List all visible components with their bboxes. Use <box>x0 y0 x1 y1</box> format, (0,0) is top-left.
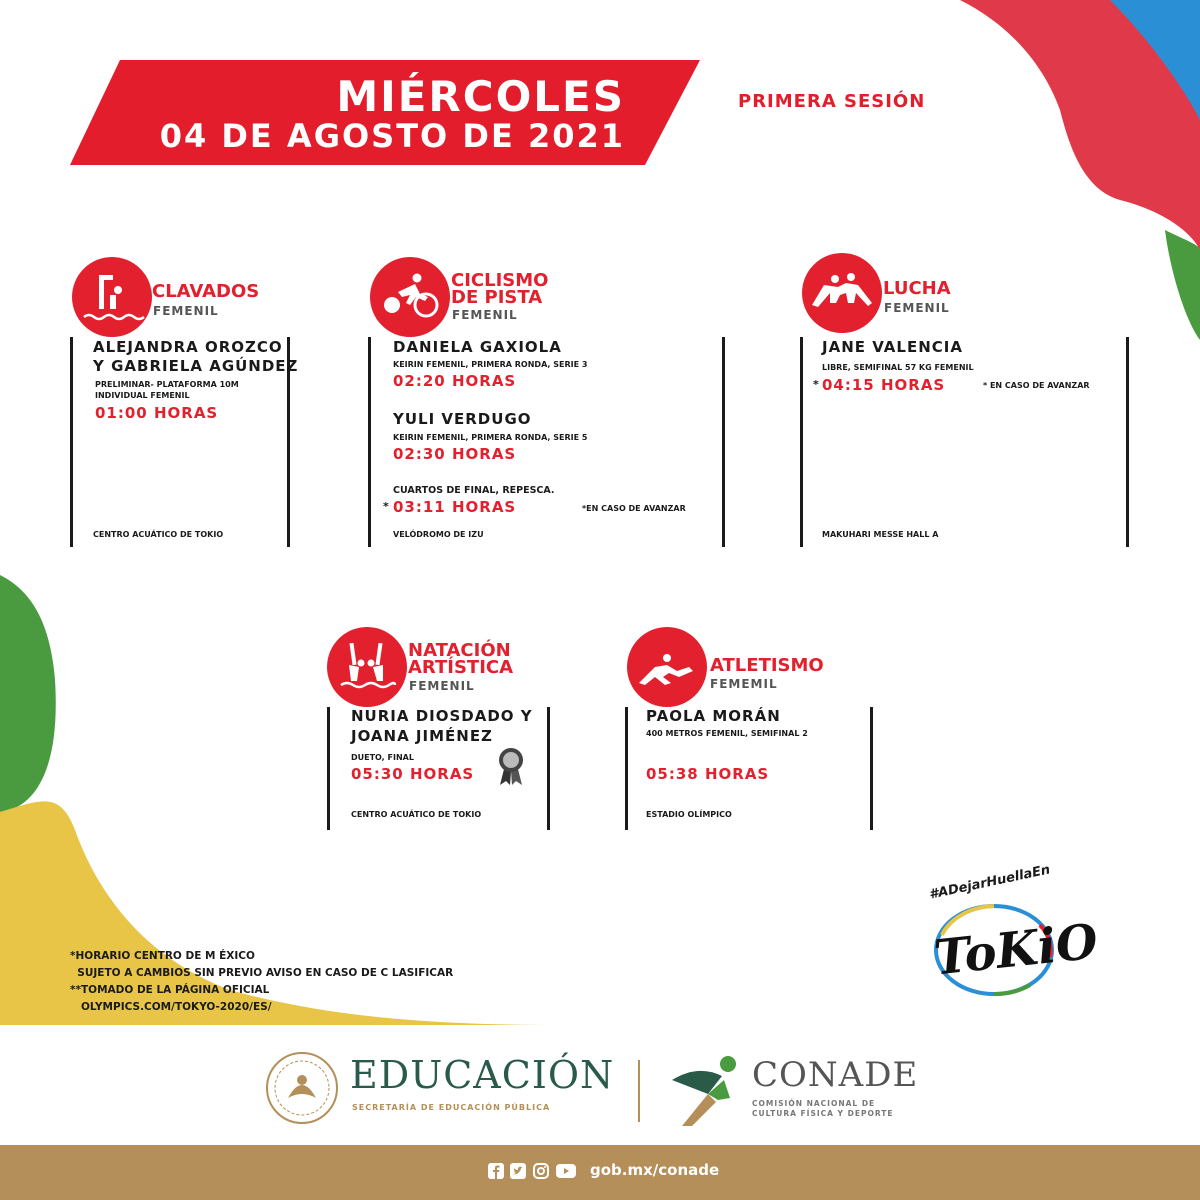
conade-logo-subtitle <box>752 1099 894 1119</box>
card-right-bar <box>870 707 873 830</box>
event-lucha: LIBRE, SEMIFINAL 57 KG FEMENIL <box>822 363 974 372</box>
sport-sub-ciclismo: FEMENIL <box>452 308 518 322</box>
twitter-icon[interactable] <box>510 1163 526 1179</box>
time-atletismo: 05:38 HORAS <box>646 765 770 783</box>
athlete-ciclismo-1: DANIELA GAXIOLA <box>393 338 562 356</box>
education-logo-title: EDUCACIÓN <box>350 1053 615 1097</box>
date-title: 04 DE AGOSTO DE 2021 <box>159 117 625 155</box>
day-title: MIÉRCOLES <box>336 72 625 121</box>
event-ciclismo-1: KEIRIN FEMENIL, PRIMERA RONDA, SERIE 3 <box>393 360 588 369</box>
event-clavados-l2: INDIVIDUAL FEMENIL <box>95 391 190 400</box>
time-ciclismo-2: 02:30 HORAS <box>393 445 517 463</box>
athlete-clavados-l2: Y GABRIELA AGÚNDEZ <box>93 357 299 375</box>
conade-subtitle-line: COMISIÓN NACIONAL DE <box>752 1099 876 1108</box>
footnote-line: *HORARIO CENTRO DE M ÉXICO <box>70 950 255 962</box>
sport-name-natacion-l2: ARTÍSTICA <box>408 657 514 678</box>
sport-sub-lucha: FEMENIL <box>884 301 950 315</box>
medal-icon <box>496 745 526 787</box>
left-green-shape <box>0 575 56 812</box>
athletics-icon <box>627 627 707 707</box>
top-green-shape <box>1165 230 1200 340</box>
sport-sub-natacion: FEMENIL <box>409 679 475 693</box>
footnotes <box>70 948 453 1016</box>
footnote-line: OLYMPICS.COM/TOKYO-2020/ES/ <box>70 1001 272 1013</box>
sport-name-atletismo: ATLETISMO <box>710 655 824 676</box>
campaign-word: ToKiO <box>931 913 1101 987</box>
athlete-lucha: JANE VALENCIA <box>822 338 963 356</box>
cycling-icon <box>370 257 450 337</box>
sport-name-ciclismo-l2: DE PISTA <box>451 287 543 308</box>
event-ciclismo-3: CUARTOS DE FINAL, REPESCA. <box>393 485 555 496</box>
footnote-line: SUJETO A CAMBIOS SIN PREVIO AVISO EN CASO DE C LASIFICAR <box>70 967 454 979</box>
athlete-clavados-l1: ALEJANDRA OROZCO <box>93 338 283 356</box>
event-atletismo: 400 METROS FEMENIL, SEMIFINAL 2 <box>646 729 808 738</box>
card-left-bar <box>625 707 628 830</box>
venue-natacion: CENTRO ACUÁTICO DE TOKIO <box>351 810 482 819</box>
sport-sub-clavados: FEMENIL <box>153 304 219 318</box>
card-left-bar <box>368 337 371 547</box>
sport-sub-atletismo: FEMEMIL <box>710 677 778 691</box>
event-ciclismo-2: KEIRIN FEMENIL, PRIMERA RONDA, SERIE 5 <box>393 433 588 442</box>
coat-of-arms-icon <box>264 1050 340 1126</box>
facebook-icon[interactable] <box>488 1163 504 1179</box>
conade-logo-title: CONADE <box>752 1055 919 1095</box>
note-lucha: * EN CASO DE AVANZAR <box>983 381 1090 390</box>
youtube-icon[interactable] <box>556 1163 576 1179</box>
athlete-ciclismo-2: YULI VERDUGO <box>393 410 532 428</box>
time-natacion: 05:30 HORAS <box>351 765 475 783</box>
athlete-natacion-l2: JOANA JIMÉNEZ <box>351 727 493 745</box>
venue-atletismo: ESTADIO OLÍMPICO <box>646 810 732 819</box>
card-right-bar <box>1126 337 1129 547</box>
artistic-swimming-icon <box>327 627 407 707</box>
card-right-bar <box>722 337 725 547</box>
conade-runner-icon <box>668 1050 748 1128</box>
diving-icon <box>72 257 152 337</box>
venue-clavados: CENTRO ACUÁTICO DE TOKIO <box>93 530 224 539</box>
asterisk-ciclismo: * <box>383 500 389 513</box>
asterisk-lucha: * <box>813 378 819 391</box>
conade-subtitle-line: CULTURA FÍSICA Y DEPORTE <box>752 1109 894 1118</box>
wrestling-icon <box>802 253 882 333</box>
instagram-icon[interactable] <box>533 1163 549 1179</box>
session-title: PRIMERA SESIÓN <box>738 91 926 112</box>
website-link[interactable]: gob.mx/conade <box>590 1161 720 1179</box>
card-left-bar <box>70 337 73 547</box>
event-clavados-l1: PRELIMINAR- PLATAFORMA 10M <box>95 380 239 389</box>
event-natacion: DUETO, FINAL <box>351 753 414 762</box>
sport-name-clavados: CLAVADOS <box>152 281 260 302</box>
venue-lucha: MAKUHARI MESSE HALL A <box>822 530 939 539</box>
athlete-atletismo: PAOLA MORÁN <box>646 707 781 725</box>
education-logo-subtitle: SECRETARÍA DE EDUCACIÓN PÚBLICA <box>352 1103 551 1112</box>
card-left-bar <box>800 337 803 547</box>
sport-name-lucha: LUCHA <box>883 278 951 299</box>
venue-ciclismo: VELÓDROMO DE IZU <box>393 530 484 539</box>
card-left-bar <box>327 707 330 830</box>
sport-name-ciclismo-l1: CICLISMO <box>451 270 549 291</box>
note-ciclismo: *EN CASO DE AVANZAR <box>582 504 686 513</box>
sport-name-natacion-l1: NATACIÓN <box>408 640 511 661</box>
time-lucha: 04:15 HORAS <box>822 376 946 394</box>
time-clavados: 01:00 HORAS <box>95 404 219 422</box>
footnote-line: **TOMADO DE LA PÁGINA OFICIAL <box>70 984 270 996</box>
athlete-natacion-l1: NURIA DIOSDADO Y <box>351 707 533 725</box>
time-ciclismo-3: 03:11 HORAS <box>393 498 517 516</box>
campaign-hashtag: #ADejarHuellaEn <box>928 862 1052 903</box>
time-ciclismo-1: 02:20 HORAS <box>393 372 517 390</box>
logo-divider <box>638 1060 640 1122</box>
card-right-bar <box>547 707 550 830</box>
